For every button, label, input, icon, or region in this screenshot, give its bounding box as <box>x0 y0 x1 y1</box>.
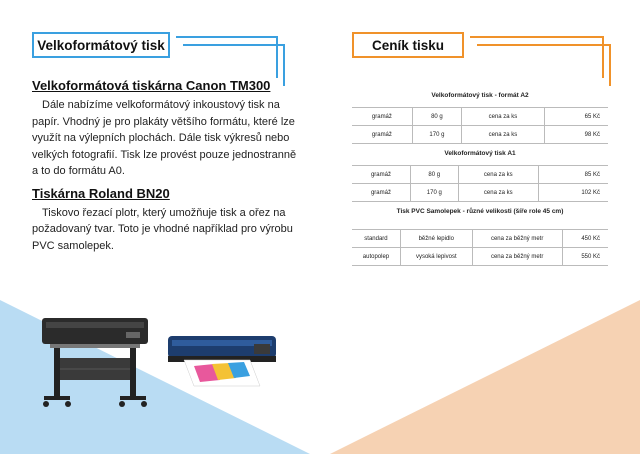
cell: gramáž <box>352 108 412 126</box>
table-row <box>352 184 608 202</box>
table-row <box>352 166 608 184</box>
section-title: Tisk PVC Samolepek - různé velikosti (šíře role 45 cm) <box>396 208 564 215</box>
cell: cena za ks <box>462 108 545 126</box>
cell: 85 Kč <box>538 166 608 184</box>
cell: 80 g <box>410 166 458 184</box>
price-section <box>352 208 608 266</box>
cell: 102 Kč <box>538 184 608 202</box>
left-header: Velkoformátový tisk <box>32 32 170 58</box>
price-section <box>352 150 608 202</box>
price-section <box>352 92 608 144</box>
cell: gramáž <box>352 126 412 144</box>
cell: gramáž <box>352 184 410 202</box>
roland-printer-image <box>164 330 282 388</box>
canon-printer-image <box>36 314 156 408</box>
cell: cena za běžný metr <box>472 248 562 266</box>
price-table <box>352 107 608 144</box>
table-row <box>352 126 608 144</box>
cell: 98 Kč <box>544 126 608 144</box>
cell: cena za běžný metr <box>472 230 562 248</box>
section-title: Velkoformátový tisk - formát A2 <box>431 92 529 99</box>
cell: 550 Kč <box>562 248 608 266</box>
cell: gramáž <box>352 166 410 184</box>
cell: standard <box>352 230 400 248</box>
cell: cena za ks <box>458 184 538 202</box>
roland-heading: Tiskárna Roland BN20 <box>32 185 170 201</box>
price-list <box>352 88 608 272</box>
cell: 80 g <box>412 108 461 126</box>
table-row <box>352 108 608 126</box>
cell: běžné lepidlo <box>400 230 472 248</box>
roland-paragraph: Tiskovo řezací plotr, který umožňuje tisk a ořez na požadovaný tvar. Toto je vhodné například pro výrobu PVC samolepek. <box>32 206 293 252</box>
canon-heading: Velkoformátová tiskárna Canon TM300 <box>32 78 271 93</box>
price-table <box>352 229 608 266</box>
canon-paragraph: Dále nabízíme velkoformátový inkoustový tisk na papír. Vhodný je pro plakáty většího formátu, které lze využít na výlepních plochách. Dále tisk výkresů nebo velkých fotografií. Tisk lze provést pouze jednostranně a to do formátu A0. <box>32 99 297 177</box>
cell: cena za ks <box>462 126 545 144</box>
right-header: Ceník tisku <box>352 32 464 58</box>
cell: 170 g <box>412 126 461 144</box>
section-title: Velkoformátový tisk A1 <box>444 150 516 157</box>
price-table <box>352 165 608 202</box>
description-column <box>32 78 302 260</box>
decorative-frame <box>477 44 611 86</box>
cell: 170 g <box>410 184 458 202</box>
cell: vysoká lepivost <box>400 248 472 266</box>
cell: cena za ks <box>458 166 538 184</box>
table-row <box>352 230 608 248</box>
cell: 450 Kč <box>562 230 608 248</box>
cell: 65 Kč <box>544 108 608 126</box>
cell: autopolep <box>352 248 400 266</box>
table-row <box>352 248 608 266</box>
